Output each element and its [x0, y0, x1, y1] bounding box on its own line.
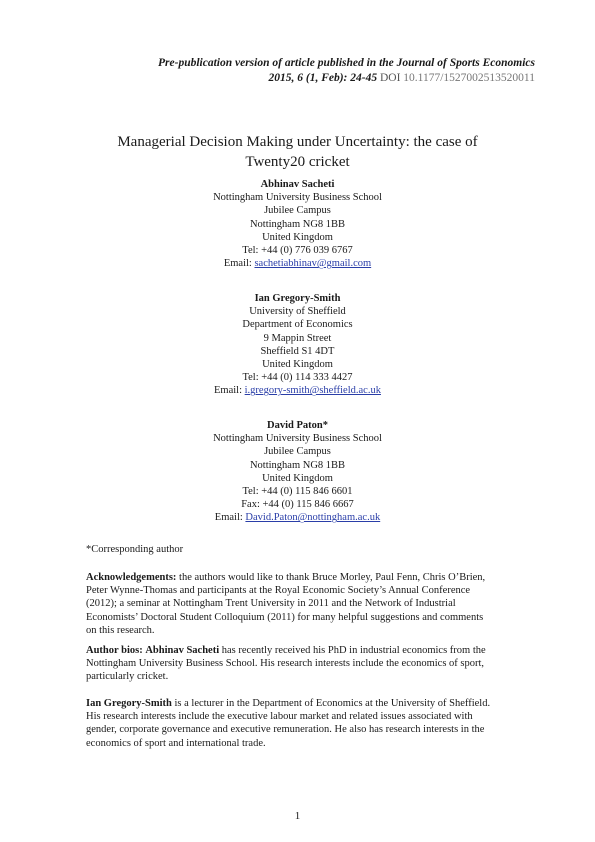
email-label: Email: [223, 258, 252, 270]
acknowledgements-label: Acknowledgements: [86, 572, 177, 583]
bio-text: has recently received his PhD in industrial economics from the [219, 645, 486, 656]
text-line: Peter Wynne-Thomas and participants at the Royal Economic Society’s Annual Conference [86, 585, 471, 597]
email-link[interactable]: sachetiabhinav@gmail.com [254, 258, 372, 270]
email-label: Email: [214, 385, 243, 397]
affiliation-line: Department of Economics [242, 319, 353, 331]
email-link[interactable]: David.Paton@nottingham.ac.uk [245, 512, 381, 524]
text-line: on this research. [86, 624, 155, 636]
text-line [86, 571, 516, 584]
author-name: Abhinav Sacheti [260, 179, 335, 190]
affiliation-line: Jubilee Campus [264, 205, 331, 217]
affiliation-line: United Kingdom [262, 231, 333, 243]
text-line: economics of sport and international trade. [86, 737, 266, 749]
corresponding-author-note: *Corresponding author [86, 544, 184, 555]
email-line [90, 384, 505, 397]
affiliation-line: United Kingdom [262, 359, 333, 371]
affiliation-line: United Kingdom [262, 472, 333, 484]
publication-note-line1: Pre-publication version of article published in the Journal of Sports Economics [158, 57, 535, 69]
author-block-paton [90, 419, 505, 525]
affiliation-line: Nottingham University Business School [213, 433, 382, 445]
bio-text: is a lecturer in the Department of Economics at the University of Sheffield. [171, 698, 491, 709]
fax-line: Fax: +44 (0) 115 846 6667 [241, 499, 354, 511]
affiliation-line: Nottingham University Business School [213, 192, 382, 204]
text-line [86, 644, 516, 657]
bio-author-name: Abhinav Sacheti [145, 645, 220, 656]
phone-line: Tel: +44 (0) 114 333 4427 [242, 372, 353, 384]
bio-author-name: Ian Gregory-Smith [86, 698, 172, 709]
text-line: particularly cricket. [86, 671, 169, 683]
publication-note-line2 [60, 71, 535, 86]
email-line [90, 511, 505, 524]
affiliation-line: Nottingham NG8 1BB [249, 218, 346, 230]
author-block-gregory-smith [90, 292, 505, 398]
doi-label: DOI [379, 72, 401, 84]
email-link[interactable]: i.gregory-smith@sheffield.ac.uk [244, 385, 381, 397]
doi-value: 10.1177/1527002513520011 [403, 72, 535, 84]
article-title-line1: Managerial Decision Making under Uncertainty: the case of [117, 134, 478, 150]
acknowledgements-text: the authors would like to thank Bruce Morley, Paul Fenn, Chris O’Brien, [176, 572, 486, 583]
acknowledgements-paragraph [86, 571, 516, 637]
phone-line: Tel: +44 (0) 776 039 6767 [242, 245, 353, 257]
text-line: (2012); a seminar at Nottingham Trent University in 2011 and the Network of Industrial [86, 598, 456, 610]
author-name: Ian Gregory-Smith [254, 293, 341, 304]
text-line: His research interests include the executive labour market and related issues associated with [86, 711, 473, 723]
text-line: gender, corporate governance and executive remuneration. He also has research interests in the [86, 724, 485, 736]
email-line [90, 257, 505, 270]
affiliation-line: Jubilee Campus [264, 446, 331, 458]
author-bios-label: Author bios: [86, 645, 143, 656]
author-bios-paragraph [86, 644, 516, 684]
text-line: Economists’ Doctoral Student Colloquium (2011) for many helpful suggestions and comments [86, 611, 484, 623]
bio-paragraph-gregory-smith [86, 697, 516, 750]
article-title-line2: Twenty20 cricket [245, 154, 350, 170]
author-block-sacheti [90, 178, 505, 270]
phone-line: Tel: +44 (0) 115 846 6601 [242, 486, 353, 498]
affiliation-line: 9 Mappin Street [263, 332, 332, 344]
author-name: David Paton* [267, 420, 328, 431]
affiliation-line: University of Sheffield [249, 306, 346, 318]
email-label: Email: [214, 512, 243, 524]
text-line [86, 697, 516, 710]
affiliation-line: Nottingham NG8 1BB [249, 459, 346, 471]
text-line: Nottingham University Business School. His research interests include the economics of sport, [86, 658, 485, 670]
affiliation-line: Sheffield S1 4DT [260, 345, 335, 357]
article-title [60, 132, 535, 172]
publication-note [60, 56, 535, 86]
publication-citation: 2015, 6 (1, Feb): 24-45 [268, 72, 378, 84]
page-number: 1 [294, 810, 301, 822]
